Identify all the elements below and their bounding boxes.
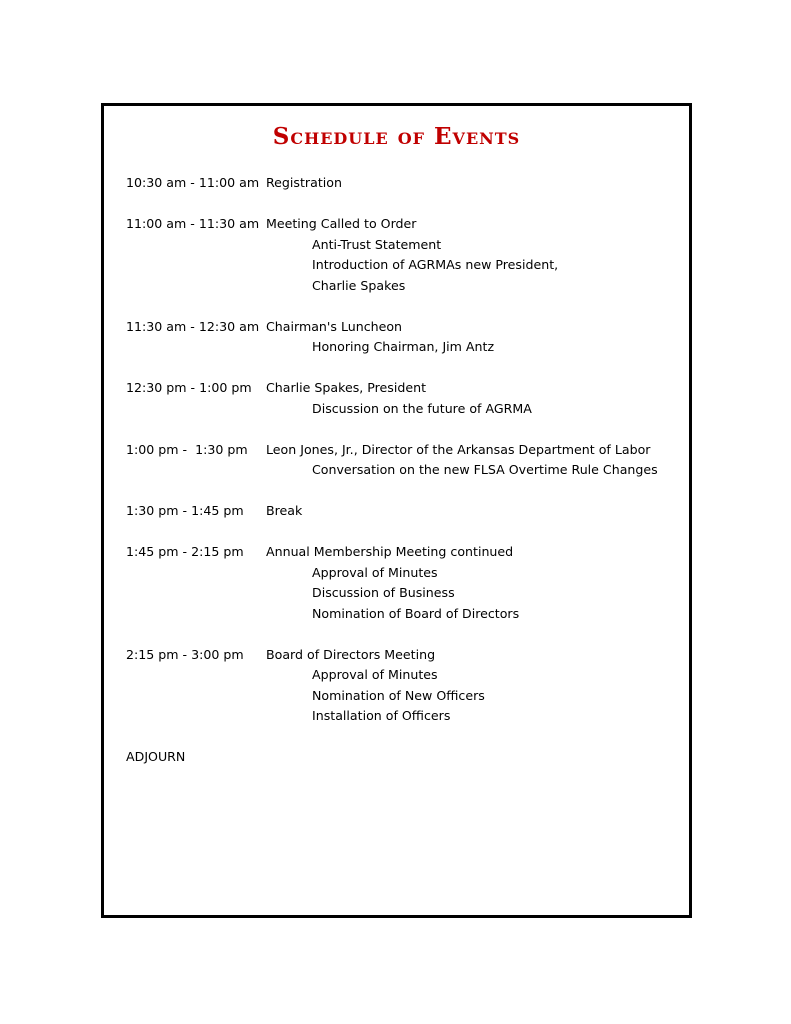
- event-title: Board of Directors Meeting: [266, 646, 436, 662]
- event-subitem: Conversation on the new FLSA Overtime Rule Changes: [312, 462, 658, 477]
- event-subitem: Nomination of Board of Directors: [312, 605, 520, 621]
- event-subitem: Introduction of AGRMAs new President,: [312, 257, 559, 272]
- schedule-event: [126, 542, 686, 624]
- event-subitem: Discussion on the future of AGRMA: [312, 400, 532, 416]
- event-line: [126, 173, 686, 194]
- event-subitem: Nomination of New Officers: [312, 687, 485, 703]
- event-time: 2:15 pm - 3:00 pm: [126, 646, 244, 662]
- event-title: Chairman's Luncheon: [266, 318, 403, 334]
- schedule-event: [126, 440, 686, 481]
- event-time: 10:30 am - 11:00 am: [126, 175, 260, 190]
- schedule-event: [126, 645, 686, 727]
- event-line: [126, 645, 686, 666]
- event-subitem: Charlie Spakes: [312, 277, 406, 293]
- event-title: Annual Membership Meeting continued: [266, 544, 514, 559]
- event-line: [126, 317, 686, 338]
- event-subitem: Installation of Officers: [312, 708, 451, 723]
- event-line: [126, 214, 686, 235]
- event-title: Break: [266, 503, 303, 518]
- event-subitem: Approval of Minutes: [312, 564, 438, 580]
- event-line: [126, 378, 686, 399]
- event-subitem: Approval of Minutes: [312, 667, 438, 682]
- event-time: 1:45 pm - 2:15 pm: [126, 544, 244, 559]
- schedule-event: [126, 317, 686, 358]
- event-time: 1:30 pm - 1:45 pm: [126, 503, 244, 518]
- schedule-event: [126, 501, 686, 522]
- schedule-event: [126, 378, 686, 419]
- page-title: Schedule of Events: [272, 123, 521, 150]
- event-line: [126, 542, 686, 563]
- event-time: 11:00 am - 11:30 am: [126, 216, 260, 231]
- schedule-frame: [101, 103, 692, 918]
- event-line: [126, 501, 686, 522]
- event-time: 1:00 pm - 1:30 pm: [126, 441, 248, 457]
- event-subitem: Honoring Chairman, Jim Antz: [312, 339, 495, 354]
- event-subitem: Discussion of Business: [312, 585, 455, 600]
- schedule-event: [126, 173, 686, 194]
- event-time: 12:30 pm - 1:00 pm: [126, 380, 252, 395]
- event-title: Meeting Called to Order: [266, 216, 417, 231]
- event-subitem: Anti-Trust Statement: [312, 236, 442, 252]
- event-line: [126, 440, 686, 461]
- event-time: 11:30 am - 12:30 am: [126, 318, 260, 334]
- schedule-event: [126, 214, 686, 296]
- event-title: Charlie Spakes, President: [266, 380, 427, 395]
- schedule-list: [126, 173, 686, 768]
- event-title: Registration: [266, 175, 342, 190]
- event-title: Leon Jones, Jr., Director of the Arkansas Department of Labor: [266, 441, 651, 457]
- adjourn-label: ADJOURN: [126, 749, 186, 764]
